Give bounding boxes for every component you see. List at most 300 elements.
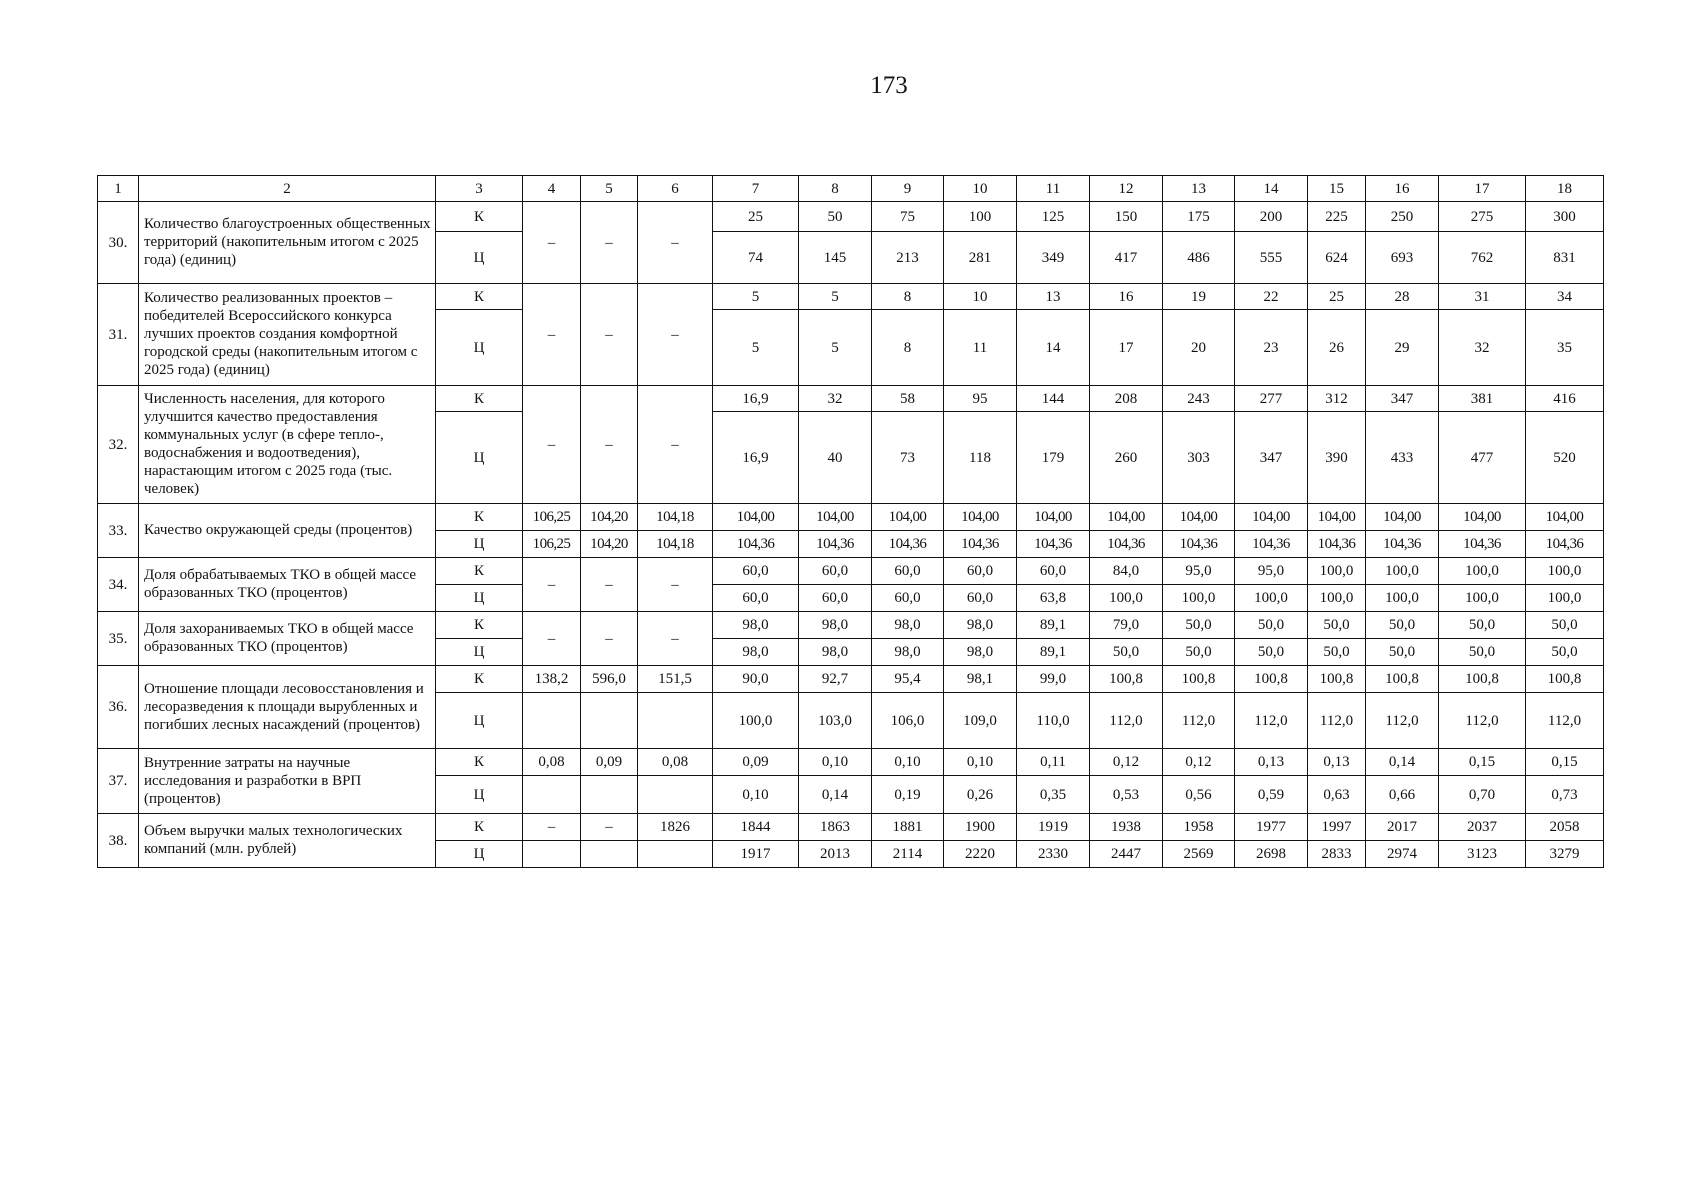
value-cell: 104,36 <box>1090 531 1163 558</box>
value-cell: 50,0 <box>1163 639 1235 666</box>
value-cell: 50,0 <box>1439 612 1526 639</box>
value-cell: 60,0 <box>713 585 799 612</box>
value-cell: 50,0 <box>1235 612 1308 639</box>
value-cell: 112,0 <box>1090 693 1163 749</box>
value-cell: 89,1 <box>1017 612 1090 639</box>
value-cell: 32 <box>1439 310 1526 386</box>
value-cell <box>638 776 713 814</box>
value-cell: 225 <box>1308 202 1366 232</box>
indicator-name: Доля захораниваемых ТКО в общей массе образованных ТКО (процентов) <box>139 612 436 666</box>
value-cell: 14 <box>1017 310 1090 386</box>
value-cell: 300 <box>1526 202 1604 232</box>
value-cell: 100,0 <box>1163 585 1235 612</box>
value-cell: 75 <box>872 202 944 232</box>
indicator-name: Численность населения, для которого улучшится качество предоставления коммунальных услуг (в сфере тепло-, водоснабжения и водоотведения), нарастающим итогом с 2025 года (тыс. человек) <box>139 386 436 504</box>
value-cell: 98,0 <box>944 612 1017 639</box>
value-cell: 74 <box>713 232 799 284</box>
dash-cell: – <box>523 284 581 386</box>
value-cell: 100,0 <box>1439 585 1526 612</box>
value-cell: 104,36 <box>1017 531 1090 558</box>
value-cell: 112,0 <box>1526 693 1604 749</box>
value-cell: 90,0 <box>713 666 799 693</box>
value-cell: 100 <box>944 202 1017 232</box>
value-cell: 0,73 <box>1526 776 1604 814</box>
value-cell: – <box>581 814 638 841</box>
value-cell: 100,0 <box>1366 585 1439 612</box>
value-cell: 50,0 <box>1090 639 1163 666</box>
value-cell: 0,12 <box>1090 749 1163 776</box>
value-cell: 208 <box>1090 386 1163 412</box>
value-cell: 100,0 <box>1090 585 1163 612</box>
indicator-name: Количество благоустроенных общественных территорий (накопительным итогом с 2025 года) (единиц) <box>139 202 436 284</box>
value-cell <box>581 776 638 814</box>
value-cell: 104,00 <box>944 504 1017 531</box>
value-cell: 98,0 <box>799 639 872 666</box>
value-cell: 16,9 <box>713 386 799 412</box>
row-number: 30. <box>98 202 139 284</box>
value-cell: 50,0 <box>1308 612 1366 639</box>
value-cell: 104,00 <box>713 504 799 531</box>
value-cell: 60,0 <box>799 558 872 585</box>
row-type-label: Ц <box>436 841 523 868</box>
table-row <box>98 386 1604 412</box>
value-cell: 10 <box>944 284 1017 310</box>
table-row <box>98 612 1604 639</box>
value-cell: 312 <box>1308 386 1366 412</box>
value-cell: 50 <box>799 202 872 232</box>
value-cell: 50,0 <box>1526 639 1604 666</box>
value-cell: 0,66 <box>1366 776 1439 814</box>
value-cell: 104,00 <box>1163 504 1235 531</box>
indicator-name: Внутренние затраты на научные исследования и разработки в ВРП (процентов) <box>139 749 436 814</box>
value-cell: 100,8 <box>1090 666 1163 693</box>
value-cell: 145 <box>799 232 872 284</box>
value-cell: 104,00 <box>799 504 872 531</box>
value-cell: 104,00 <box>1439 504 1526 531</box>
value-cell: 17 <box>1090 310 1163 386</box>
value-cell: 138,2 <box>523 666 581 693</box>
value-cell: 151,5 <box>638 666 713 693</box>
value-cell: 106,25 <box>523 504 581 531</box>
value-cell: 520 <box>1526 412 1604 504</box>
value-cell: 58 <box>872 386 944 412</box>
value-cell: 2974 <box>1366 841 1439 868</box>
row-type-label: Ц <box>436 585 523 612</box>
value-cell: 762 <box>1439 232 1526 284</box>
value-cell: 100,8 <box>1526 666 1604 693</box>
column-header: 11 <box>1017 176 1090 202</box>
value-cell: 0,53 <box>1090 776 1163 814</box>
value-cell: 303 <box>1163 412 1235 504</box>
column-header: 16 <box>1366 176 1439 202</box>
value-cell: 1997 <box>1308 814 1366 841</box>
value-cell <box>638 693 713 749</box>
value-cell: 89,1 <box>1017 639 1090 666</box>
value-cell: 0,10 <box>872 749 944 776</box>
value-cell: 22 <box>1235 284 1308 310</box>
column-header: 10 <box>944 176 1017 202</box>
column-header: 2 <box>139 176 436 202</box>
dash-cell: – <box>581 284 638 386</box>
value-cell: 31 <box>1439 284 1526 310</box>
value-cell: 100,8 <box>1366 666 1439 693</box>
table-row <box>98 749 1604 776</box>
value-cell: 63,8 <box>1017 585 1090 612</box>
value-cell: 2058 <box>1526 814 1604 841</box>
value-cell: 175 <box>1163 202 1235 232</box>
table-row <box>98 558 1604 585</box>
value-cell: 624 <box>1308 232 1366 284</box>
value-cell: 95,4 <box>872 666 944 693</box>
value-cell: 104,36 <box>1439 531 1526 558</box>
row-type-label: К <box>436 612 523 639</box>
value-cell: 34 <box>1526 284 1604 310</box>
row-type-label: К <box>436 558 523 585</box>
value-cell: 0,15 <box>1526 749 1604 776</box>
value-cell: 1958 <box>1163 814 1235 841</box>
row-type-label: Ц <box>436 232 523 284</box>
page-number: 173 <box>870 72 908 99</box>
row-number: 34. <box>98 558 139 612</box>
value-cell: 0,10 <box>713 776 799 814</box>
value-cell: 104,36 <box>944 531 1017 558</box>
value-cell: 0,63 <box>1308 776 1366 814</box>
value-cell: 103,0 <box>799 693 872 749</box>
column-header: 14 <box>1235 176 1308 202</box>
value-cell: 110,0 <box>1017 693 1090 749</box>
value-cell: 11 <box>944 310 1017 386</box>
value-cell: 125 <box>1017 202 1090 232</box>
value-cell: 104,00 <box>1017 504 1090 531</box>
row-type-label: Ц <box>436 693 523 749</box>
value-cell: 104,00 <box>1366 504 1439 531</box>
indicator-name: Количество реализованных проектов – победителей Всероссийского конкурса лучших проектов создания комфортной городской среды (накопительным итогом с 2025 года) (единиц) <box>139 284 436 386</box>
value-cell: 281 <box>944 232 1017 284</box>
value-cell: 104,00 <box>1235 504 1308 531</box>
value-cell: 95,0 <box>1163 558 1235 585</box>
value-cell: 0,10 <box>944 749 1017 776</box>
value-cell: 1863 <box>799 814 872 841</box>
value-cell: 100,8 <box>1235 666 1308 693</box>
value-cell: 200 <box>1235 202 1308 232</box>
value-cell: 98,1 <box>944 666 1017 693</box>
value-cell: 3123 <box>1439 841 1526 868</box>
value-cell: 104,36 <box>713 531 799 558</box>
column-header: 18 <box>1526 176 1604 202</box>
value-cell <box>581 693 638 749</box>
column-header: 1 <box>98 176 139 202</box>
row-number: 35. <box>98 612 139 666</box>
value-cell: 104,36 <box>1526 531 1604 558</box>
value-cell: 100,0 <box>1308 585 1366 612</box>
value-cell: 104,18 <box>638 504 713 531</box>
value-cell: 98,0 <box>713 639 799 666</box>
value-cell: 2220 <box>944 841 1017 868</box>
value-cell: 0,12 <box>1163 749 1235 776</box>
value-cell: 60,0 <box>872 585 944 612</box>
dash-cell: – <box>523 612 581 666</box>
value-cell: 100,0 <box>1439 558 1526 585</box>
value-cell: – <box>523 814 581 841</box>
value-cell: 100,8 <box>1308 666 1366 693</box>
value-cell: 0,70 <box>1439 776 1526 814</box>
value-cell: 106,0 <box>872 693 944 749</box>
value-cell: 112,0 <box>1235 693 1308 749</box>
value-cell: 104,20 <box>581 504 638 531</box>
value-cell: 40 <box>799 412 872 504</box>
value-cell: 104,18 <box>638 531 713 558</box>
value-cell: 2013 <box>799 841 872 868</box>
value-cell: 0,19 <box>872 776 944 814</box>
value-cell: 28 <box>1366 284 1439 310</box>
value-cell: 104,20 <box>581 531 638 558</box>
column-header: 5 <box>581 176 638 202</box>
column-header: 4 <box>523 176 581 202</box>
table-row <box>98 202 1604 232</box>
value-cell: 95,0 <box>1235 558 1308 585</box>
table-row <box>98 814 1604 841</box>
value-cell: 243 <box>1163 386 1235 412</box>
row-type-label: К <box>436 504 523 531</box>
value-cell: 100,0 <box>1308 558 1366 585</box>
dash-cell: – <box>638 202 713 284</box>
value-cell: 0,15 <box>1439 749 1526 776</box>
value-cell: 277 <box>1235 386 1308 412</box>
value-cell: 347 <box>1366 386 1439 412</box>
row-number: 36. <box>98 666 139 749</box>
value-cell: 100,0 <box>1366 558 1439 585</box>
value-cell: 112,0 <box>1308 693 1366 749</box>
value-cell: 100,0 <box>1526 558 1604 585</box>
indicators-table <box>97 175 1604 868</box>
value-cell: 50,0 <box>1366 612 1439 639</box>
value-cell: 98,0 <box>872 612 944 639</box>
dash-cell: – <box>523 386 581 504</box>
value-cell <box>523 841 581 868</box>
value-cell: 79,0 <box>1090 612 1163 639</box>
table-row <box>98 284 1604 310</box>
value-cell: 26 <box>1308 310 1366 386</box>
value-cell: 417 <box>1090 232 1163 284</box>
row-type-label: К <box>436 749 523 776</box>
value-cell: 118 <box>944 412 1017 504</box>
value-cell: 92,7 <box>799 666 872 693</box>
value-cell: 32 <box>799 386 872 412</box>
value-cell: 50,0 <box>1526 612 1604 639</box>
column-header: 15 <box>1308 176 1366 202</box>
value-cell: 104,00 <box>1090 504 1163 531</box>
table-row <box>98 504 1604 531</box>
value-cell: 0,14 <box>1366 749 1439 776</box>
column-header: 17 <box>1439 176 1526 202</box>
value-cell: 0,08 <box>523 749 581 776</box>
value-cell: 60,0 <box>713 558 799 585</box>
value-cell: 1826 <box>638 814 713 841</box>
value-cell: 0,56 <box>1163 776 1235 814</box>
value-cell: 0,26 <box>944 776 1017 814</box>
value-cell: 433 <box>1366 412 1439 504</box>
value-cell: 1938 <box>1090 814 1163 841</box>
column-header: 3 <box>436 176 523 202</box>
indicator-name: Объем выручки малых технологических компаний (млн. рублей) <box>139 814 436 868</box>
value-cell: 100,8 <box>1163 666 1235 693</box>
value-cell: 2447 <box>1090 841 1163 868</box>
value-cell: 99,0 <box>1017 666 1090 693</box>
value-cell: 112,0 <box>1439 693 1526 749</box>
value-cell: 486 <box>1163 232 1235 284</box>
value-cell: 104,36 <box>799 531 872 558</box>
dash-cell: – <box>638 386 713 504</box>
value-cell: 98,0 <box>713 612 799 639</box>
value-cell: 104,00 <box>872 504 944 531</box>
value-cell: 831 <box>1526 232 1604 284</box>
value-cell: 0,14 <box>799 776 872 814</box>
value-cell: 60,0 <box>944 585 1017 612</box>
value-cell <box>638 841 713 868</box>
value-cell: 1917 <box>713 841 799 868</box>
dash-cell: – <box>581 386 638 504</box>
value-cell: 98,0 <box>872 639 944 666</box>
row-number: 33. <box>98 504 139 558</box>
value-cell: 104,36 <box>1163 531 1235 558</box>
value-cell: 0,10 <box>799 749 872 776</box>
value-cell: 8 <box>872 284 944 310</box>
row-number: 38. <box>98 814 139 868</box>
value-cell: 2833 <box>1308 841 1366 868</box>
row-type-label: Ц <box>436 776 523 814</box>
value-cell: 5 <box>799 284 872 310</box>
value-cell: 16,9 <box>713 412 799 504</box>
row-type-label: К <box>436 386 523 412</box>
value-cell: 0,11 <box>1017 749 1090 776</box>
value-cell: 2330 <box>1017 841 1090 868</box>
value-cell: 20 <box>1163 310 1235 386</box>
value-cell: 13 <box>1017 284 1090 310</box>
value-cell: 2114 <box>872 841 944 868</box>
row-number: 31. <box>98 284 139 386</box>
value-cell: 29 <box>1366 310 1439 386</box>
value-cell <box>523 693 581 749</box>
value-cell: 50,0 <box>1366 639 1439 666</box>
value-cell: 477 <box>1439 412 1526 504</box>
value-cell: 2569 <box>1163 841 1235 868</box>
value-cell: 50,0 <box>1235 639 1308 666</box>
dash-cell: – <box>523 202 581 284</box>
value-cell: 98,0 <box>799 612 872 639</box>
table-row <box>98 666 1604 693</box>
value-cell: 8 <box>872 310 944 386</box>
value-cell: 73 <box>872 412 944 504</box>
value-cell: 104,36 <box>1366 531 1439 558</box>
value-cell: 50,0 <box>1439 639 1526 666</box>
value-cell: 1900 <box>944 814 1017 841</box>
value-cell: 3279 <box>1526 841 1604 868</box>
value-cell: 2698 <box>1235 841 1308 868</box>
value-cell: 104,00 <box>1526 504 1604 531</box>
value-cell: 0,35 <box>1017 776 1090 814</box>
value-cell: 0,08 <box>638 749 713 776</box>
value-cell: 95 <box>944 386 1017 412</box>
column-header: 9 <box>872 176 944 202</box>
value-cell: 84,0 <box>1090 558 1163 585</box>
value-cell: 0,59 <box>1235 776 1308 814</box>
value-cell: 100,0 <box>1526 585 1604 612</box>
row-type-label: Ц <box>436 639 523 666</box>
value-cell: 60,0 <box>1017 558 1090 585</box>
row-type-label: Ц <box>436 412 523 504</box>
value-cell: 0,13 <box>1235 749 1308 776</box>
row-type-label: Ц <box>436 310 523 386</box>
value-cell: 5 <box>713 310 799 386</box>
dash-cell: – <box>638 612 713 666</box>
value-cell: 35 <box>1526 310 1604 386</box>
dash-cell: – <box>638 284 713 386</box>
value-cell: 100,8 <box>1439 666 1526 693</box>
value-cell: 104,00 <box>1308 504 1366 531</box>
row-type-label: К <box>436 814 523 841</box>
column-header: 7 <box>713 176 799 202</box>
value-cell: 25 <box>1308 284 1366 310</box>
dash-cell: – <box>638 558 713 612</box>
value-cell: 349 <box>1017 232 1090 284</box>
value-cell: 104,36 <box>1308 531 1366 558</box>
value-cell: 381 <box>1439 386 1526 412</box>
value-cell: 213 <box>872 232 944 284</box>
value-cell: 5 <box>799 310 872 386</box>
value-cell: 112,0 <box>1163 693 1235 749</box>
value-cell <box>581 841 638 868</box>
value-cell: 150 <box>1090 202 1163 232</box>
value-cell: 347 <box>1235 412 1308 504</box>
row-number: 37. <box>98 749 139 814</box>
row-type-label: К <box>436 666 523 693</box>
value-cell: 1919 <box>1017 814 1090 841</box>
dash-cell: – <box>581 612 638 666</box>
dash-cell: – <box>581 202 638 284</box>
value-cell: 2037 <box>1439 814 1526 841</box>
indicator-name: Доля обрабатываемых ТКО в общей массе образованных ТКО (процентов) <box>139 558 436 612</box>
column-header: 8 <box>799 176 872 202</box>
header-row <box>98 176 1604 202</box>
value-cell: 2017 <box>1366 814 1439 841</box>
value-cell: 25 <box>713 202 799 232</box>
value-cell: 596,0 <box>581 666 638 693</box>
value-cell: 555 <box>1235 232 1308 284</box>
dash-cell: – <box>581 558 638 612</box>
value-cell <box>523 776 581 814</box>
value-cell: 104,36 <box>1235 531 1308 558</box>
value-cell: 275 <box>1439 202 1526 232</box>
value-cell: 416 <box>1526 386 1604 412</box>
row-number: 32. <box>98 386 139 504</box>
value-cell: 98,0 <box>944 639 1017 666</box>
value-cell: 0,09 <box>713 749 799 776</box>
value-cell: 390 <box>1308 412 1366 504</box>
value-cell: 100,0 <box>1235 585 1308 612</box>
value-cell: 260 <box>1090 412 1163 504</box>
value-cell: 693 <box>1366 232 1439 284</box>
dash-cell: – <box>523 558 581 612</box>
value-cell: 109,0 <box>944 693 1017 749</box>
value-cell: 50,0 <box>1308 639 1366 666</box>
value-cell: 144 <box>1017 386 1090 412</box>
value-cell: 16 <box>1090 284 1163 310</box>
indicator-name: Отношение площади лесовосстановления и лесоразведения к площади вырубленных и погибших лесных насаждений (процентов) <box>139 666 436 749</box>
value-cell: 106,25 <box>523 531 581 558</box>
column-header: 12 <box>1090 176 1163 202</box>
value-cell: 250 <box>1366 202 1439 232</box>
value-cell: 60,0 <box>872 558 944 585</box>
